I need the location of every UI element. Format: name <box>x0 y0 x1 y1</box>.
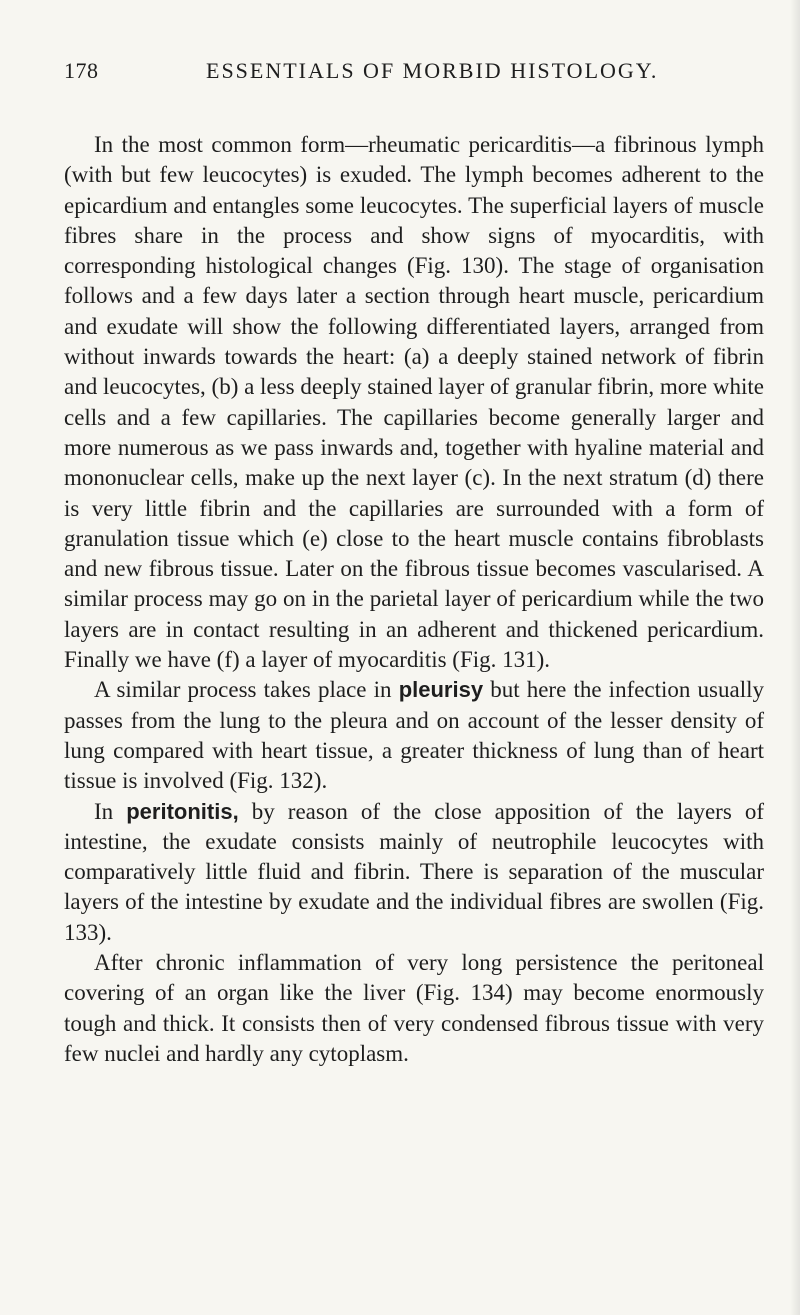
paragraph-pericarditis: In the most common form—rheumatic pericarditis—a fibrinous lymph (with but few leucocytes) is exuded. The lymph becomes adherent to the epicardium and entangles some leucocytes. The superficial layers of muscle fibres share in the process and show signs of myocarditis, with corresponding histological changes (Fig. 130). The stage of organisation follows and a few days later a section through heart muscle, pericardium and exudate will show the following differentiated layers, arranged from without inwards towards the heart: (a) a deeply stained network of fibrin and leucocytes, (b) a less deeply stained layer of granular fibrin, more white cells and a few capillaries. The capillaries become generally larger and more numerous as we pass inwards and, together with hyaline material and mononuclear cells, make up the next layer (c). In the next stratum (d) there is very little fibrin and the capillaries are surrounded with a form of granulation tissue which (e) close to the heart muscle contains fibroblasts and new fibrous tissue. Later on the fibrous tissue becomes vascularised. A similar process may go on in the parietal layer of pericardium while the two layers are in contact resulting in an adherent and thickened pericardium. Finally we have (f) a layer of myocarditis (Fig. 131). <box>64 132 764 673</box>
running-head <box>64 50 764 90</box>
page-number: 178 <box>64 58 99 83</box>
paragraph-pleurisy <box>64 675 764 796</box>
paragraph-peritonitis <box>64 797 764 948</box>
peritonitis-intro: In <box>94 798 114 824</box>
peritonitis-text: by reason of the close apposition of the layers of intestine, the exudate consists mainly of neutrophile leucocytes with comparatively little fluid and fibrin. There is separation of the muscular layers of the intestine by exudate and the individual fibres are swollen (Fig. 133). <box>64 798 764 945</box>
body-text <box>64 130 764 1069</box>
term-peritonitis: peritonitis, <box>126 798 239 824</box>
pleurisy-text: but here the infection usually passes from the lung to the pleura and on account of the lesser density of lung compared with heart tissue, a greater thickness of lung than of heart tissue is involved (Fig. 132). <box>64 677 764 794</box>
pleurisy-intro: A similar process takes place in <box>94 677 392 703</box>
running-title: ESSENTIALS OF MORBID HISTOLOGY. <box>206 58 659 83</box>
page-edge-shadow <box>790 0 800 1315</box>
term-pleurisy: pleurisy <box>398 677 484 703</box>
paragraph-chronic-inflammation: After chronic inflammation of very long persistence the peritoneal covering of an organ like the liver (Fig. 134) may become enormously tough and thick. It consists then of very condensed fibrous tissue with very few nuclei and hardly any cytoplasm. <box>64 950 764 1066</box>
